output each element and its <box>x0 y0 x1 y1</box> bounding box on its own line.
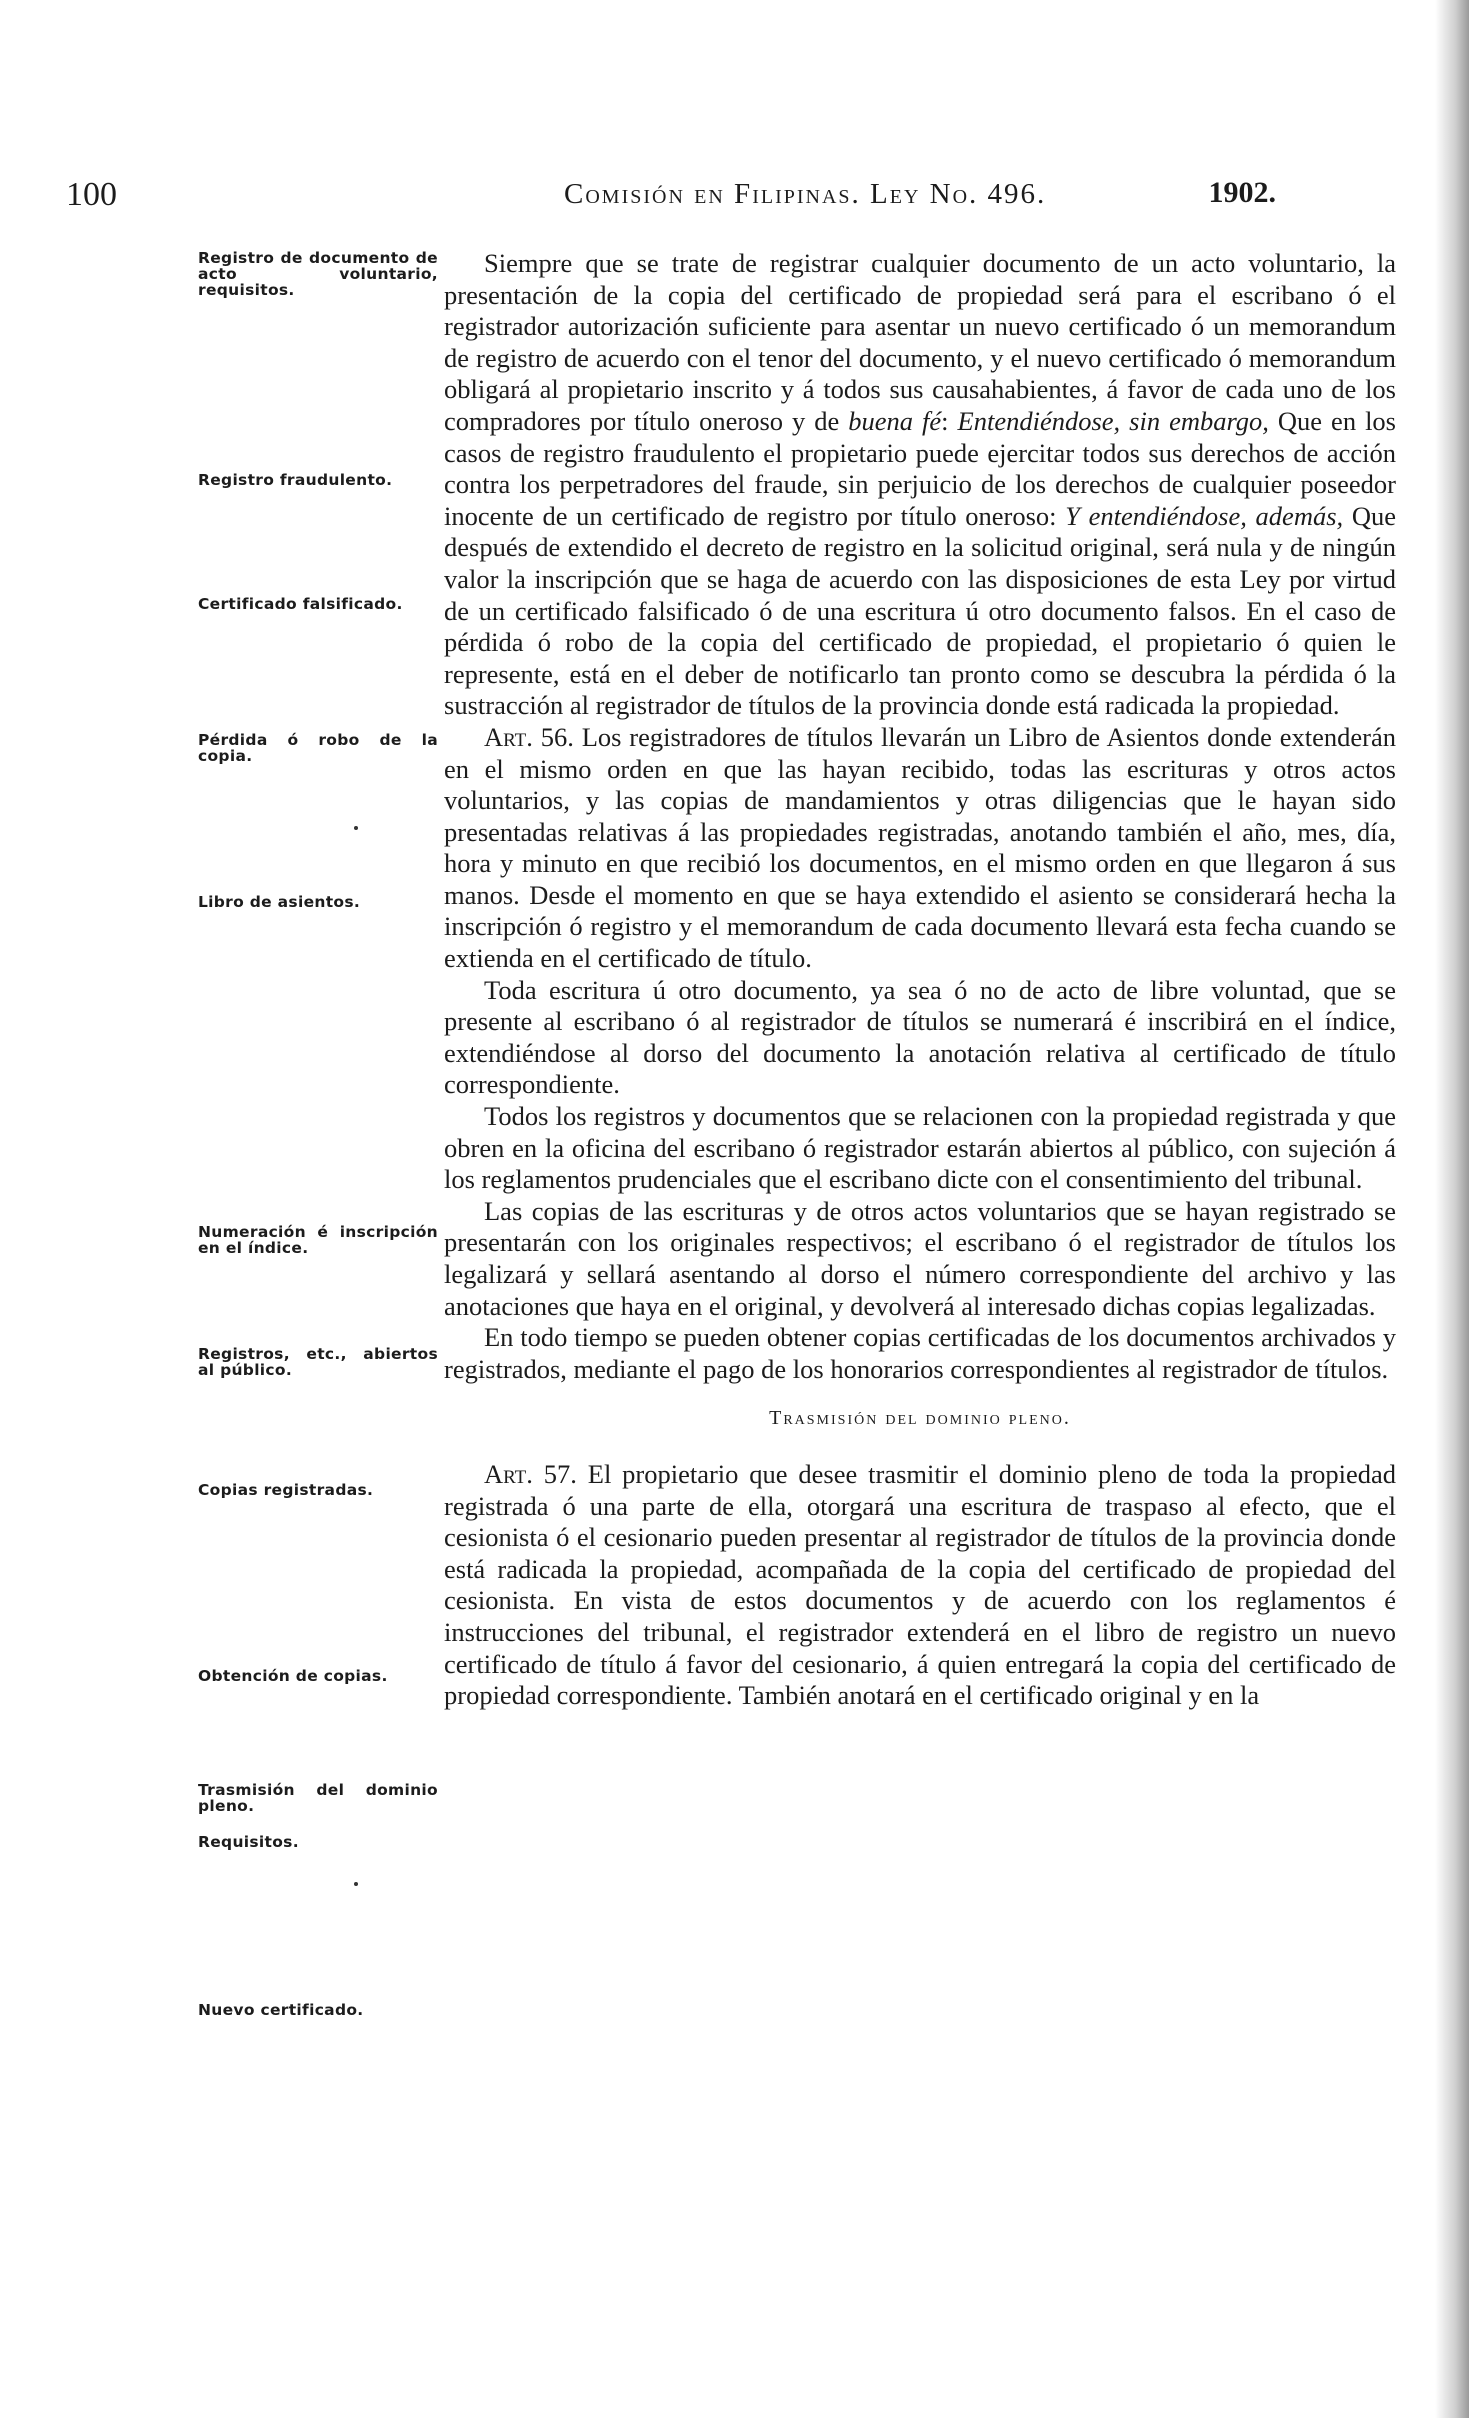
running-head: Comisión en Filipinas. Ley No. 496. <box>564 178 1047 210</box>
margin-note: Nuevo certificado. <box>198 2001 364 2019</box>
section-title: Trasmisión del dominio pleno. <box>769 1407 1071 1430</box>
margin-note: Certificado falsificado. <box>198 595 403 613</box>
margin-note: Numeración é inscripción en el índice. <box>198 1223 438 1257</box>
margin-note: Registro fraudulento. <box>198 471 393 489</box>
paragraph: Las copias de las escrituras y de otros actos voluntarios que se hayan registrado se presentarán con los originales respectivos; el escribano ó el registrador de títulos los legalizará y sellará asentando al dorso el número correspondiente del archivo y las anotaciones que haya en el original, y devolverá al interesado dichas copias legalizadas. <box>444 1195 1396 1321</box>
margin-note: Registros, etc., abiertos al público. <box>198 1345 438 1379</box>
ink-speck <box>354 826 358 830</box>
margin-note: Obtención de copias. <box>198 1667 388 1685</box>
page-header <box>66 176 1276 216</box>
main-text <box>444 248 1396 1712</box>
paragraph: Toda escritura ú otro documento, ya sea ó no de acto de libre voluntad, que se presente al escribano ó al registrador de títulos se numerará é inscribirá en el índice, extendiéndose al dorso del documento la anotación relativa al certificado de título correspondiente. <box>444 974 1396 1100</box>
page-edge-shadow <box>1435 0 1469 2418</box>
paragraph: Todos los registros y documentos que se relacionen con la propiedad registrada y que obren en la oficina del escribano ó registrador estarán abiertos al público, con sujeción á los reglamentos prudenciales que el escribano dicte con el consentimiento del tribunal. <box>444 1101 1396 1195</box>
margin-note: Pérdida ó robo de la copia. <box>198 731 438 765</box>
paragraph: En todo tiempo se pueden obtener copias certificadas de los documentos archivados y registrados, mediante el pago de los honorarios correspondientes al registrador de títulos. <box>444 1322 1396 1384</box>
page-number: 100 <box>66 176 117 213</box>
margin-note: Requisitos. <box>198 1833 299 1851</box>
paragraph: Siempre que se trate de registrar cualquier documento de un acto voluntario, la presentación de la copia del certificado de propiedad será para el escribano ó el registrador autorización suficiente para asentar un nuevo certificado ó un memorandum de registro de acuerdo con el tenor del documento, y el nuevo certificado ó memorandum obligará al propietario inscrito y á todos sus causahabientes, á favor de cada uno de los compradores por título oneroso y de buena fé: Entendiéndose, sin embargo, Que en los casos de registro fraudulento el propietario puede ejercitar todos sus derechos de acción contra los perpetradores del fraude, sin perjuicio de los derechos de cualquier poseedor inocente de un certificado de registro por título oneroso: Y entendiéndose, además, Que después de extendido el decreto de registro en la solicitud original, será nula y de ningún valor la inscripción que se haga de acuerdo con las disposiciones de esta Ley por virtud de un certificado falsificado ó de una escritura ú otro documento falsos. En el caso de pérdida ó robo de la copia del certificado de propiedad, el propietario ó quien le represente, está en el deber de notificarlo tan pronto como se descubra la pérdida ó la sustracción al registrador de títulos de la provincia donde está radicada la propiedad. <box>444 248 1396 721</box>
ink-speck <box>354 1882 358 1886</box>
article-56: Art. 56. Los registradores de títulos llevarán un Libro de Asientos donde extenderán en el mismo orden en que las hayan recibido, todas las escrituras y otros actos voluntarios, y las copias de mandamientos y otras diligencias que le hayan sido presentadas relativas á las propiedades registradas, anotando también el año, mes, día, hora y minuto en que recibió los documentos, en el mismo orden en que llegaron á sus manos. Desde el momento en que se haya extendido el asiento se considerará hecha la inscripción ó registro y el memorandum de cada documento llevará esta fecha cuando se extienda en el certificado de título. <box>444 721 1396 974</box>
margin-note: Libro de asientos. <box>198 893 361 911</box>
article-57: Art. 57. El propietario que desee trasmitir el dominio pleno de toda la propiedad registrada ó una parte de ella, otorgará una escritura de traspaso al efecto, que el cesionista ó el cesionario pueden presentar al registrador de títulos de la provincia donde está radicada la propiedad, acompañada de la copia del certificado de propiedad del cesionista. En vista de estos documentos y de acuerdo con los reglamentos é instrucciones del tribunal, el registrador extenderá en el libro de registro un nuevo certificado de título á favor del cesionario, á quien entregará la copia del certificado de propiedad correspondiente. También anotará en el certificado original y en la <box>444 1458 1396 1711</box>
margin-note: Registro de documento de acto voluntario, requisitos. <box>198 249 438 299</box>
margin-note: Copias registradas. <box>198 1481 374 1499</box>
margin-note: Trasmisión del dominio pleno. <box>198 1781 438 1815</box>
header-year: 1902. <box>1208 176 1276 209</box>
